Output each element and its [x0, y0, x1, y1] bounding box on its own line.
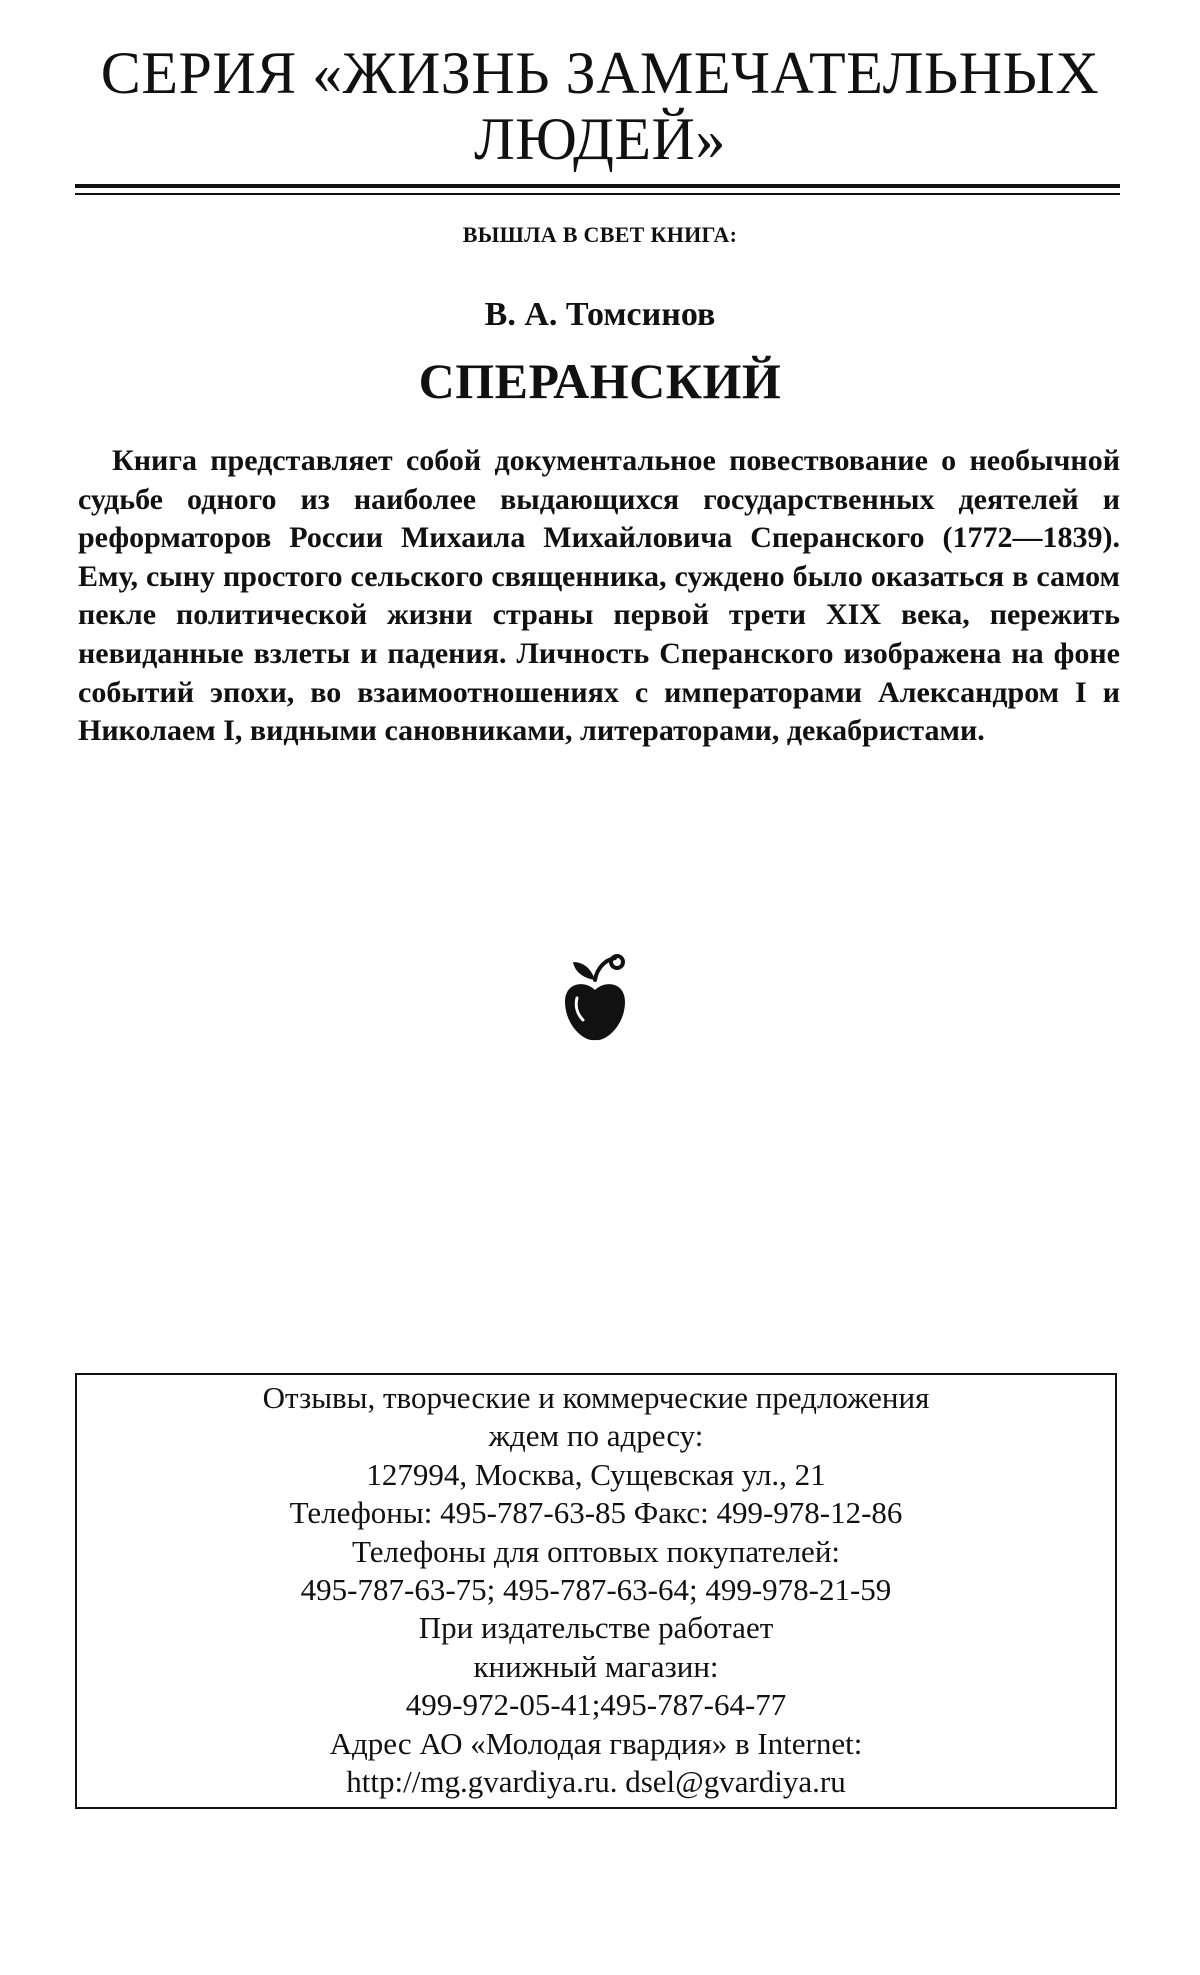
series-title [60, 40, 1140, 172]
book-title: СПЕРАНСКИЙ [418, 353, 782, 409]
book-author: В. А. Томсинов [484, 296, 716, 333]
contact-line-internet-label: Адрес АО «Молодая гвардия» в Internet: [329, 1725, 863, 1761]
contact-line-wholesale-label: Телефоны для оптовых покупателей: [351, 1533, 841, 1569]
header-divider-thin [75, 193, 1120, 195]
contact-line-store-label-2: книжный магазин: [473, 1648, 719, 1684]
contact-line-wholesale-phones: 495-787-63-75; 495-787-63-64; 499-978-21-59 [300, 1572, 892, 1608]
contact-line-website-email: http://mg.gvardiya.ru. dsel@gvardiya.ru [346, 1764, 846, 1800]
series-title-line-1: СЕРИЯ «ЖИЗНЬ ЗАМЕЧАТЕЛЬНЫХ [100, 40, 1100, 106]
contact-line-awaiting: ждем по адресу: [488, 1418, 704, 1454]
contact-line-store-phones: 499-972-05-41;495-787-64-77 [405, 1687, 787, 1723]
contact-line-address: 127994, Москва, Сущевская ул., 21 [366, 1456, 826, 1492]
contact-line-store-label: При издательстве работает [418, 1610, 774, 1646]
contact-line-reviews: Отзывы, творческие и коммерческие предложения [262, 1380, 930, 1415]
series-title-line-2: ЛЮДЕЙ» [474, 106, 726, 172]
apple-logo-icon [555, 950, 635, 1050]
published-label: ВЫШЛА В СВЕТ КНИГА: [462, 222, 738, 247]
header-divider-thick [75, 184, 1120, 188]
contact-info-box [75, 1373, 1117, 1809]
contact-line-phones-fax: Телефоны: 495-787-63-85 Факс: 499-978-12-86 [289, 1495, 903, 1531]
book-description: Книга представляет собой документальное повествование о необычной судьбе одного из наиболее выдающихся государственных деятелей и реформаторов России Михаила Михайловича Сперанского (1772—1839). Ему, сыну простого сельского священника, суждено было оказаться в самом пекле политической жизни страны первой трети XIX века, пережить невиданные взлеты и падения. Личность Сперанского изображена на фоне событий эпохи, во взаимоотношениях с императорами Александром I и Николаем I, видными сановниками, литераторами, декабристами. [78, 444, 1120, 748]
